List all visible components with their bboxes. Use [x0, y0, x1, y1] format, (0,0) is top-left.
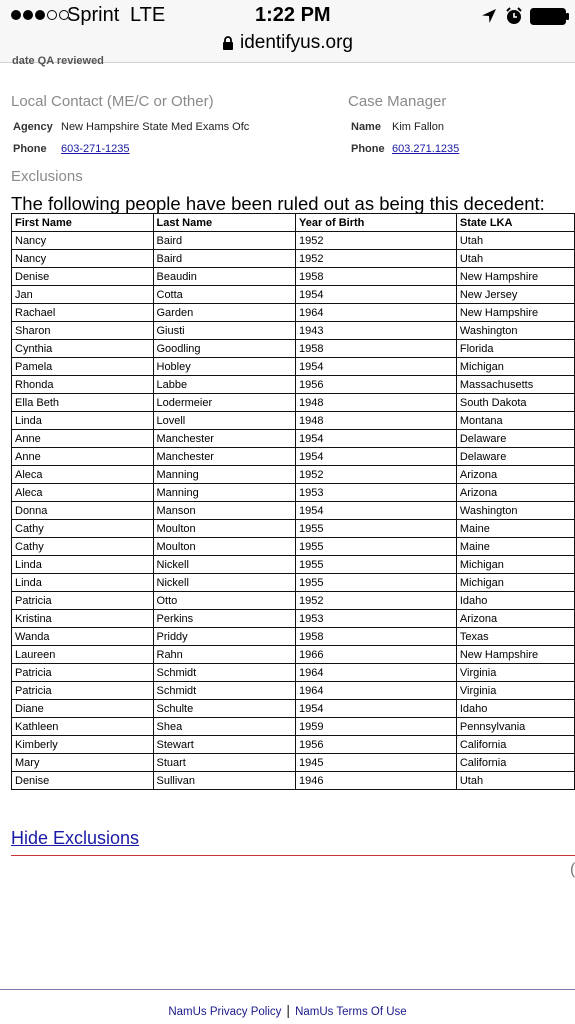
year-of-birth-cell: 1956 — [295, 376, 456, 394]
first-name-cell: Nancy — [12, 232, 154, 250]
local-phone-link[interactable]: 603-271-1235 — [61, 143, 130, 155]
alarm-clock-icon — [504, 6, 524, 26]
table-row — [12, 322, 575, 340]
year-of-birth-cell: 1952 — [295, 592, 456, 610]
case-manager-title: Case Manager — [348, 93, 447, 110]
first-name-cell: Sharon — [12, 322, 154, 340]
state-lka-cell: Virginia — [456, 664, 574, 682]
table-row — [12, 754, 575, 772]
footer-separator: | — [286, 1002, 291, 1018]
state-lka-cell: Michigan — [456, 556, 574, 574]
status-time: 1:22 PM — [255, 4, 331, 26]
table-row — [12, 340, 575, 358]
hide-exclusions-link[interactable]: Hide Exclusions — [11, 828, 140, 848]
state-lka-cell: Utah — [456, 232, 574, 250]
state-lka-cell: South Dakota — [456, 394, 574, 412]
last-name-cell: Stewart — [153, 736, 295, 754]
last-name-cell: Moulton — [153, 538, 295, 556]
local-phone-label: Phone — [13, 143, 47, 155]
table-row — [12, 502, 575, 520]
case-manager-name-label: Name — [351, 121, 381, 133]
year-of-birth-cell: 1955 — [295, 574, 456, 592]
network-type: LTE — [130, 4, 166, 26]
last-name-cell: Nickell — [153, 574, 295, 592]
year-of-birth-cell: 1953 — [295, 484, 456, 502]
exclusions-table — [11, 213, 575, 790]
table-row — [12, 484, 575, 502]
state-lka-cell: Idaho — [456, 700, 574, 718]
battery-icon — [530, 8, 570, 25]
year-of-birth-cell: 1954 — [295, 358, 456, 376]
first-name-cell: Patricia — [12, 592, 154, 610]
first-name-cell: Laureen — [12, 646, 154, 664]
last-name-cell: Manning — [153, 484, 295, 502]
year-of-birth-cell: 1956 — [295, 736, 456, 754]
state-lka-cell: Pennsylvania — [456, 718, 574, 736]
year-of-birth-cell: 1943 — [295, 322, 456, 340]
year-of-birth-cell: 1964 — [295, 664, 456, 682]
state-lka-cell: Massachusetts — [456, 376, 574, 394]
state-lka-cell: Arizona — [456, 610, 574, 628]
table-row — [12, 664, 575, 682]
terms-of-use-link[interactable]: NamUs Terms Of Use — [295, 1006, 407, 1018]
last-name-cell: Manchester — [153, 430, 295, 448]
year-of-birth-cell: 1959 — [295, 718, 456, 736]
local-contact-title: Local Contact (ME/C or Other) — [11, 93, 214, 110]
first-name-cell: Jan — [12, 286, 154, 304]
first-name-cell: Nancy — [12, 250, 154, 268]
state-lka-cell: Washington — [456, 502, 574, 520]
last-name-cell: Priddy — [153, 628, 295, 646]
state-lka-cell: Maine — [456, 520, 574, 538]
first-name-cell: Cathy — [12, 538, 154, 556]
year-of-birth-cell: 1958 — [295, 268, 456, 286]
first-name-cell: Donna — [12, 502, 154, 520]
last-name-cell: Lovell — [153, 412, 295, 430]
table-row — [12, 232, 575, 250]
state-lka-cell: Arizona — [456, 484, 574, 502]
first-name-cell: Rhonda — [12, 376, 154, 394]
year-of-birth-cell: 1953 — [295, 610, 456, 628]
table-row — [12, 646, 575, 664]
state-lka-cell: Montana — [456, 412, 574, 430]
agency-label: Agency — [13, 121, 53, 133]
exclusions-title: Exclusions — [11, 168, 83, 185]
state-lka-cell: Michigan — [456, 358, 574, 376]
table-row — [12, 466, 575, 484]
year-of-birth-cell: 1954 — [295, 448, 456, 466]
year-of-birth-cell: 1955 — [295, 556, 456, 574]
last-name-cell: Perkins — [153, 610, 295, 628]
year-of-birth-cell: 1958 — [295, 628, 456, 646]
table-row — [12, 412, 575, 430]
last-name-cell: Hobley — [153, 358, 295, 376]
first-name-cell: Kristina — [12, 610, 154, 628]
table-row — [12, 610, 575, 628]
column-header: Last Name — [153, 214, 295, 232]
first-name-cell: Cathy — [12, 520, 154, 538]
cutoff-label: date QA reviewed — [12, 55, 104, 67]
footer-divider — [0, 989, 575, 990]
exclusions-heading: The following people have been ruled out as being this decedent: — [11, 193, 545, 214]
state-lka-cell: New Hampshire — [456, 646, 574, 664]
year-of-birth-cell: 1955 — [295, 520, 456, 538]
year-of-birth-cell: 1952 — [295, 466, 456, 484]
year-of-birth-cell: 1954 — [295, 430, 456, 448]
table-row — [12, 700, 575, 718]
column-header: First Name — [12, 214, 154, 232]
first-name-cell: Wanda — [12, 628, 154, 646]
state-lka-cell: Maine — [456, 538, 574, 556]
last-name-cell: Manson — [153, 502, 295, 520]
table-row — [12, 538, 575, 556]
first-name-cell: Ella Beth — [12, 394, 154, 412]
table-row — [12, 286, 575, 304]
last-name-cell: Sullivan — [153, 772, 295, 790]
first-name-cell: Denise — [12, 772, 154, 790]
table-row — [12, 376, 575, 394]
year-of-birth-cell: 1955 — [295, 538, 456, 556]
last-name-cell: Baird — [153, 250, 295, 268]
first-name-cell: Kathleen — [12, 718, 154, 736]
lock-icon — [222, 36, 234, 50]
year-of-birth-cell: 1945 — [295, 754, 456, 772]
agency-value: New Hampshire State Med Exams Ofc — [61, 121, 250, 133]
last-name-cell: Manchester — [153, 448, 295, 466]
table-row — [12, 358, 575, 376]
state-lka-cell: Virginia — [456, 682, 574, 700]
first-name-cell: Rachael — [12, 304, 154, 322]
year-of-birth-cell: 1964 — [295, 682, 456, 700]
first-name-cell: Patricia — [12, 682, 154, 700]
table-row — [12, 430, 575, 448]
first-name-cell: Anne — [12, 430, 154, 448]
state-lka-cell: Arizona — [456, 466, 574, 484]
table-header-row — [12, 214, 575, 232]
case-manager-name: Kim Fallon — [392, 121, 444, 133]
first-name-cell: Cynthia — [12, 340, 154, 358]
state-lka-cell: Washington — [456, 322, 574, 340]
table-row — [12, 520, 575, 538]
case-manager-phone-label: Phone — [351, 143, 385, 155]
state-lka-cell: New Hampshire — [456, 268, 574, 286]
last-name-cell: Otto — [153, 592, 295, 610]
last-name-cell: Stuart — [153, 754, 295, 772]
first-name-cell: Linda — [12, 412, 154, 430]
first-name-cell: Aleca — [12, 466, 154, 484]
table-row — [12, 574, 575, 592]
state-lka-cell: Delaware — [456, 430, 574, 448]
table-row — [12, 304, 575, 322]
state-lka-cell: Utah — [456, 250, 574, 268]
footer — [0, 1002, 575, 1018]
last-name-cell: Baird — [153, 232, 295, 250]
state-lka-cell: New Hampshire — [456, 304, 574, 322]
table-row — [12, 772, 575, 790]
year-of-birth-cell: 1954 — [295, 700, 456, 718]
last-name-cell: Shea — [153, 718, 295, 736]
last-name-cell: Moulton — [153, 520, 295, 538]
first-name-cell: Kimberly — [12, 736, 154, 754]
divider — [11, 855, 575, 856]
state-lka-cell: California — [456, 754, 574, 772]
first-name-cell: Denise — [12, 268, 154, 286]
year-of-birth-cell: 1954 — [295, 286, 456, 304]
state-lka-cell: Florida — [456, 340, 574, 358]
table-row — [12, 628, 575, 646]
table-row — [12, 718, 575, 736]
year-of-birth-cell: 1958 — [295, 340, 456, 358]
last-name-cell: Manning — [153, 466, 295, 484]
last-name-cell: Garden — [153, 304, 295, 322]
table-row — [12, 448, 575, 466]
first-name-cell: Pamela — [12, 358, 154, 376]
last-name-cell: Beaudin — [153, 268, 295, 286]
last-name-cell: Goodling — [153, 340, 295, 358]
table-row — [12, 592, 575, 610]
table-row — [12, 736, 575, 754]
last-name-cell: Schmidt — [153, 664, 295, 682]
first-name-cell: Linda — [12, 556, 154, 574]
first-name-cell: Diane — [12, 700, 154, 718]
privacy-policy-link[interactable]: NamUs Privacy Policy — [168, 1006, 282, 1018]
first-name-cell: Patricia — [12, 664, 154, 682]
year-of-birth-cell: 1948 — [295, 394, 456, 412]
year-of-birth-cell: 1964 — [295, 304, 456, 322]
state-lka-cell: California — [456, 736, 574, 754]
year-of-birth-cell: 1954 — [295, 502, 456, 520]
column-header: State LKA — [456, 214, 574, 232]
last-name-cell: Schmidt — [153, 682, 295, 700]
state-lka-cell: Delaware — [456, 448, 574, 466]
state-lka-cell: Texas — [456, 628, 574, 646]
last-name-cell: Cotta — [153, 286, 295, 304]
table-row — [12, 268, 575, 286]
year-of-birth-cell: 1952 — [295, 232, 456, 250]
first-name-cell: Mary — [12, 754, 154, 772]
state-lka-cell: New Jersey — [456, 286, 574, 304]
year-of-birth-cell: 1946 — [295, 772, 456, 790]
status-bar — [0, 0, 575, 32]
state-lka-cell: Utah — [456, 772, 574, 790]
last-name-cell: Lodermeier — [153, 394, 295, 412]
case-manager-phone-link[interactable]: 603.271.1235 — [392, 143, 460, 155]
state-lka-cell: Michigan — [456, 574, 574, 592]
year-of-birth-cell: 1952 — [295, 250, 456, 268]
signal-strength-icon — [11, 10, 69, 20]
last-name-cell: Rahn — [153, 646, 295, 664]
location-arrow-icon — [481, 8, 497, 24]
url-text: identifyus.org — [239, 32, 353, 53]
first-name-cell: Anne — [12, 448, 154, 466]
first-name-cell: Linda — [12, 574, 154, 592]
state-lka-cell: Idaho — [456, 592, 574, 610]
year-of-birth-cell: 1966 — [295, 646, 456, 664]
table-row — [12, 250, 575, 268]
last-name-cell: Labbe — [153, 376, 295, 394]
table-row — [12, 394, 575, 412]
carrier-name: Sprint — [67, 4, 120, 26]
last-name-cell: Nickell — [153, 556, 295, 574]
table-row — [12, 556, 575, 574]
first-name-cell: Aleca — [12, 484, 154, 502]
year-of-birth-cell: 1948 — [295, 412, 456, 430]
last-name-cell: Schulte — [153, 700, 295, 718]
table-row — [12, 682, 575, 700]
cutoff-glyph: ( — [570, 861, 575, 878]
column-header: Year of Birth — [295, 214, 456, 232]
last-name-cell: Giusti — [153, 322, 295, 340]
